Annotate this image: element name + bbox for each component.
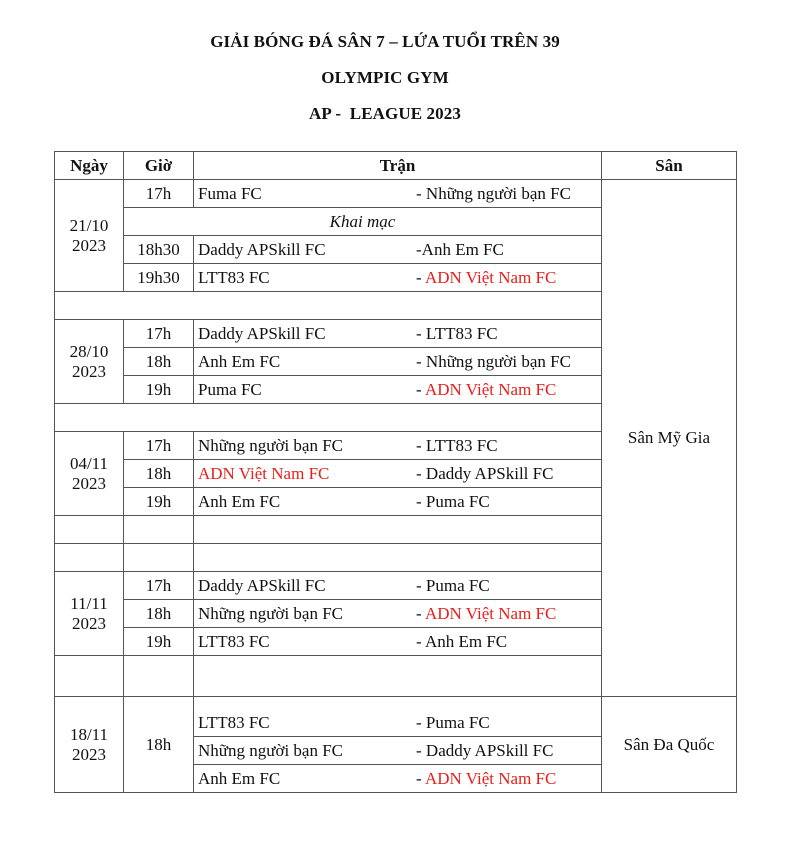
- home-team: Anh Em FC: [198, 768, 281, 788]
- away-team: - Puma FC: [416, 712, 490, 732]
- away-team: - ADN Việt Nam FC: [416, 603, 557, 623]
- match-time: 19h30: [124, 264, 194, 292]
- header-time: Giờ: [124, 152, 194, 180]
- match-cell: [194, 264, 602, 292]
- away-team: - Anh Em FC: [416, 631, 508, 651]
- home-team: Puma FC: [198, 379, 262, 399]
- home-team: Daddy APSkill FC: [198, 323, 326, 343]
- match-cell: [194, 737, 602, 765]
- spacer-cell: [194, 697, 602, 710]
- match-time: 18h30: [124, 236, 194, 264]
- home-team: LTT83 FC: [198, 631, 270, 651]
- table-row: [55, 697, 737, 710]
- away-team: - Puma FC: [416, 491, 490, 511]
- away-team: - LTT83 FC: [416, 435, 498, 455]
- round-date: 04/11 2023: [55, 432, 124, 516]
- home-team: Daddy APSkill FC: [198, 239, 326, 259]
- match-time: 18h: [124, 697, 194, 793]
- match-time: 18h: [124, 460, 194, 488]
- opening-ceremony: Khai mạc: [124, 208, 602, 236]
- match-time: 17h: [124, 572, 194, 600]
- venue-main: Sân Mỹ Gia: [602, 180, 737, 697]
- away-team: - Daddy APSkill FC: [416, 463, 554, 483]
- round-date: 28/10 2023: [55, 320, 124, 404]
- away-team: - LTT83 FC: [416, 323, 498, 343]
- match-cell: [194, 709, 602, 737]
- match-cell: [194, 432, 602, 460]
- header-venue: Sân: [602, 152, 737, 180]
- home-team: Những người bạn FC: [198, 603, 344, 623]
- home-team: Fuma FC: [198, 183, 262, 203]
- away-team: -Anh Em FC: [416, 239, 504, 259]
- title-line-2: OLYMPIC GYM: [321, 68, 449, 87]
- home-team: Những người bạn FC: [198, 435, 344, 455]
- away-team: - Puma FC: [416, 575, 490, 595]
- header-row: [55, 152, 737, 180]
- home-team: Anh Em FC: [198, 351, 281, 371]
- header-date: Ngày: [55, 152, 124, 180]
- away-team: - Những người bạn FC: [416, 183, 571, 203]
- match-time: 18h: [124, 348, 194, 376]
- match-cell: [194, 572, 602, 600]
- round-date: 21/10 2023: [55, 180, 124, 292]
- title-line-1: GIẢI BÓNG ĐÁ SÂN 7 – LỨA TUỔI TRÊN 39: [210, 32, 560, 51]
- home-team: LTT83 FC: [198, 712, 270, 732]
- away-team: - Daddy APSkill FC: [416, 740, 554, 760]
- away-team: - ADN Việt Nam FC: [416, 768, 557, 788]
- match-cell: [194, 320, 602, 348]
- header-match: Trận: [194, 152, 602, 180]
- home-team: Daddy APSkill FC: [198, 575, 326, 595]
- match-time: 19h: [124, 628, 194, 656]
- away-team: - ADN Việt Nam FC: [416, 379, 557, 399]
- match-cell: [194, 488, 602, 516]
- match-time: 17h: [124, 432, 194, 460]
- schedule-table: [54, 151, 737, 793]
- match-time: 17h: [124, 180, 194, 208]
- match-cell: [194, 348, 602, 376]
- title-line-3: AP - LEAGUE 2023: [309, 104, 461, 123]
- home-team: Những người bạn FC: [198, 740, 344, 760]
- home-team: LTT83 FC: [198, 267, 270, 287]
- match-cell: [194, 628, 602, 656]
- round-date: 11/11 2023: [55, 572, 124, 656]
- venue-second: Sân Đa Quốc: [602, 697, 737, 793]
- away-team: - Những người bạn FC: [416, 351, 571, 371]
- match-time: 18h: [124, 600, 194, 628]
- match-cell: [194, 236, 602, 264]
- match-time: 17h: [124, 320, 194, 348]
- away-team: - ADN Việt Nam FC: [416, 267, 557, 287]
- match-cell: [194, 460, 602, 488]
- match-cell: [194, 600, 602, 628]
- table-row: [55, 180, 737, 208]
- match-time: 19h: [124, 488, 194, 516]
- match-cell: [194, 180, 602, 208]
- match-cell: [194, 376, 602, 404]
- home-team: ADN Việt Nam FC: [198, 463, 330, 483]
- match-cell: [194, 765, 602, 793]
- round-date: 18/11 2023: [55, 697, 124, 793]
- home-team: Anh Em FC: [198, 491, 281, 511]
- match-time: 19h: [124, 376, 194, 404]
